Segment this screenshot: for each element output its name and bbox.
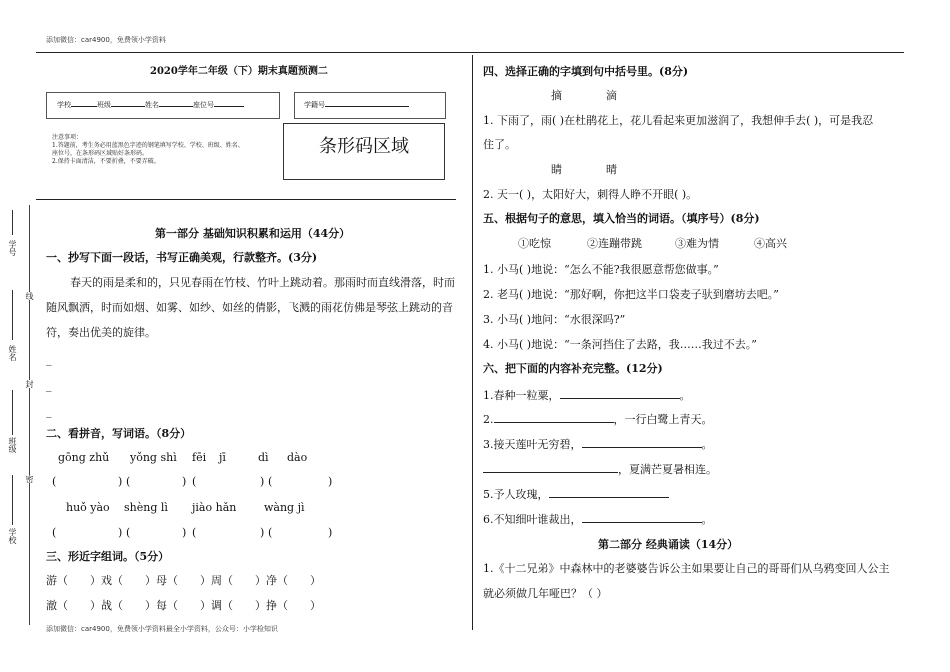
q3-item: ）净（: [255, 574, 288, 587]
q4-choice: 睛: [551, 163, 562, 176]
q4-title: 四、选择正确的字填到句中括号里。(8分): [483, 65, 689, 78]
q6-line6: [483, 512, 713, 527]
answer-close[interactable]: ): [328, 475, 333, 488]
q6-end: 。: [701, 438, 713, 451]
part1-title: 第一部分 基础知识积累和运用（44分）: [155, 227, 351, 240]
q6-prompt: 5.予人玫瑰，: [483, 488, 549, 501]
q2-title: 二、看拼音，写词语。（8分）: [46, 427, 192, 440]
q4-choice: 滴: [606, 89, 617, 102]
notes-line1: 1.答题前，考生务必用蓝黑色字迹的钢笔填写学校、学校、班级、姓名、: [52, 142, 244, 149]
q6-title: 六、把下面的内容补充完整。(12分): [483, 362, 663, 375]
q3-item: ）: [310, 574, 321, 587]
q1-text-line2: 随风飘洒，时而如烟、如雾、如纱、如丝的倩影，飞溅的雨花仿佛是琴弦上跳动的音: [46, 301, 453, 314]
q6-blank[interactable]: [483, 462, 618, 473]
q6-end: 。: [701, 513, 713, 526]
binding-underline: [12, 475, 13, 525]
q1-text-line1: 春天的雨是柔和的，只见春雨在竹枝、竹叶上跳动着。那雨时而直线滑落，时而: [70, 276, 455, 289]
q6-end: ，一行白鹭上青天。: [613, 413, 713, 426]
binding-label-class: 班级: [8, 437, 17, 453]
answer-open[interactable]: (: [192, 526, 197, 539]
q3-item: ）: [310, 599, 321, 612]
q3-item: ）周（: [200, 574, 233, 587]
q3-item: ）调（: [200, 599, 233, 612]
answer-open[interactable]: (: [52, 526, 57, 539]
barcode-area: [283, 123, 445, 180]
answer-open[interactable]: (: [268, 526, 273, 539]
binding-mark-xian: 线: [25, 292, 34, 300]
q3-item: ）挣（: [255, 599, 288, 612]
class-field[interactable]: [111, 99, 145, 107]
binding-mark-mi: 密: [25, 475, 34, 483]
q5-sentence: 2. 老马( )地说：“那好啊，你把这半口袋麦子驮到磨坊去吧。”: [483, 288, 779, 301]
answer-close[interactable]: ): [182, 475, 187, 488]
answer-close[interactable]: ): [182, 526, 187, 539]
q6-prompt: 3.接天莲叶无穷碧，: [483, 438, 582, 451]
seat-field[interactable]: [214, 99, 244, 107]
answer-close[interactable]: ): [260, 526, 265, 539]
q5-sentence: 3. 小马( )地问：“水很深吗?”: [483, 313, 626, 326]
answer-open[interactable]: (: [126, 475, 131, 488]
pinyin: dào: [287, 451, 308, 464]
q1-write-line[interactable]: _: [46, 405, 52, 418]
binding-underline: [12, 290, 13, 340]
student-id: [304, 98, 409, 112]
pinyin: fēi: [192, 451, 207, 464]
class-label: 班级: [97, 101, 111, 109]
answer-open[interactable]: (: [268, 475, 273, 488]
q3-item: 游（: [46, 574, 68, 587]
pinyin: jiào hǎn: [192, 501, 237, 514]
binding-label-school: 学校: [8, 528, 17, 544]
q1-text-line3: 符，奏出优美的旋律。: [46, 326, 156, 339]
binding-label-id: 学号: [8, 240, 17, 256]
q3-item: ）每（: [145, 599, 178, 612]
answer-open[interactable]: (: [52, 475, 57, 488]
q5-option: ④高兴: [754, 237, 787, 250]
q6-line3: [483, 437, 713, 452]
q6-line5: [483, 487, 669, 502]
info-school: [57, 98, 244, 112]
part2-q1-line1: 1.《十二兄弟》中森林中的老婆婆告诉公主如果要让自己的哥哥们从乌鸦变回人公主: [483, 562, 890, 575]
watermark-top: 添加微信：car4900，免费领小学资料: [46, 36, 166, 44]
binding-underline: [12, 210, 13, 235]
q5-option: ①吃惊: [518, 237, 551, 250]
school-field[interactable]: [71, 99, 97, 107]
pinyin: gōng zhǔ: [58, 451, 110, 464]
watermark-bottom: 添加微信：car4900，免费领小学资料最全小学资料，公众号：小学检知识: [46, 625, 278, 633]
seat-label: 座位号: [193, 101, 214, 109]
pinyin: yǒng shì: [130, 451, 177, 464]
notes-title: 注意事项：: [52, 134, 83, 141]
q6-end: ，夏满芒夏暑相连。: [618, 463, 717, 476]
q4-sentence1-cont: 住了。: [483, 138, 516, 151]
answer-close[interactable]: ): [118, 475, 123, 488]
q3-row2: [46, 599, 321, 613]
notes-line2: 座位号，在条形码区域贴好条形码。: [52, 150, 149, 157]
student-id-label: 学籍号: [304, 101, 325, 109]
pinyin: wàng jì: [264, 501, 305, 514]
pinyin: huǒ yào: [66, 501, 110, 514]
q6-blank[interactable]: [494, 412, 614, 423]
q4-choice: 摘: [551, 89, 562, 102]
answer-close[interactable]: ): [260, 475, 265, 488]
q4-sentence2: 2. 天一( )，太阳好大，刺得人睁不开眼( )。: [483, 188, 698, 201]
q6-blank[interactable]: [549, 487, 669, 498]
exam-title: 2020学年二年级（下）期末真题预测二: [150, 66, 328, 77]
answer-open[interactable]: (: [192, 475, 197, 488]
q5-option: ②连蹦带跳: [587, 237, 642, 250]
barcode-label: 条形码区域: [319, 136, 409, 157]
column-divider: [472, 55, 473, 630]
q4-choice: 晴: [606, 163, 617, 176]
q1-write-line[interactable]: _: [46, 353, 52, 366]
student-id-box: [294, 92, 446, 119]
part2-q1-line2: 就必须做几年哑巴？（ ）: [483, 587, 608, 600]
q6-line2: [483, 412, 713, 427]
binding-mark-feng: 封: [25, 380, 34, 388]
q4-sentence1: 1. 下雨了，雨( )在杜鹃花上，花儿看起来更加滋润了，我想伸手去( )，可是我忍: [483, 114, 874, 127]
q1-title: 一、抄写下面一段话，书写正确美观，行款整齐。(3分): [46, 251, 318, 264]
binding-line: [29, 205, 30, 625]
name-label: 姓名: [145, 101, 159, 109]
q3-item: ）戏（: [90, 574, 123, 587]
pinyin: jī: [219, 451, 226, 464]
q1-write-line[interactable]: _: [46, 379, 52, 392]
q5-sentence: 1. 小马( )地说：“怎么不能?我很愿意帮您做事。”: [483, 263, 719, 276]
q6-blank[interactable]: [582, 512, 702, 523]
q6-end: 。: [679, 389, 691, 402]
q6-prompt: 2.: [483, 413, 494, 426]
q3-item: 澈（: [46, 599, 68, 612]
q6-prompt: 1.春种一粒粟，: [483, 389, 560, 402]
binding-underline: [12, 390, 13, 435]
q6-prompt: 6.不知细叶谁裁出，: [483, 513, 582, 526]
q5-title: 五、根据句子的意思，填入恰当的词语。（填序号）(8分): [483, 212, 760, 225]
part2-title: 第二部分 经典诵读（14分）: [598, 538, 739, 551]
top-rule: [36, 52, 904, 53]
pinyin: shèng lì: [124, 501, 168, 514]
pinyin: dì: [258, 451, 269, 464]
q6-line4: [483, 462, 717, 477]
q3-row1: [46, 574, 321, 588]
notes-line3: 2.保持卡面清洁，不要折叠，不要弄破。: [52, 158, 160, 165]
answer-close[interactable]: ): [118, 526, 123, 539]
header-divider: [36, 199, 456, 200]
q6-blank[interactable]: [582, 437, 702, 448]
answer-open[interactable]: (: [126, 526, 131, 539]
q6-blank[interactable]: [560, 388, 680, 399]
name-field[interactable]: [159, 99, 193, 107]
q6-line1: [483, 388, 691, 403]
school-label: 学校: [57, 101, 71, 109]
q3-title: 三、形近字组词。（5分）: [46, 550, 170, 563]
answer-close[interactable]: ): [328, 526, 333, 539]
q5-sentence: 4. 小马( )地说：“一条河挡住了去路，我……我过不去。”: [483, 338, 757, 351]
q3-item: ）母（: [145, 574, 178, 587]
info-box: [46, 92, 280, 119]
binding-label-name: 姓名: [8, 345, 17, 361]
q5-option: ③难为情: [675, 237, 719, 250]
q3-item: ）战（: [90, 599, 123, 612]
student-id-field[interactable]: [325, 99, 409, 107]
